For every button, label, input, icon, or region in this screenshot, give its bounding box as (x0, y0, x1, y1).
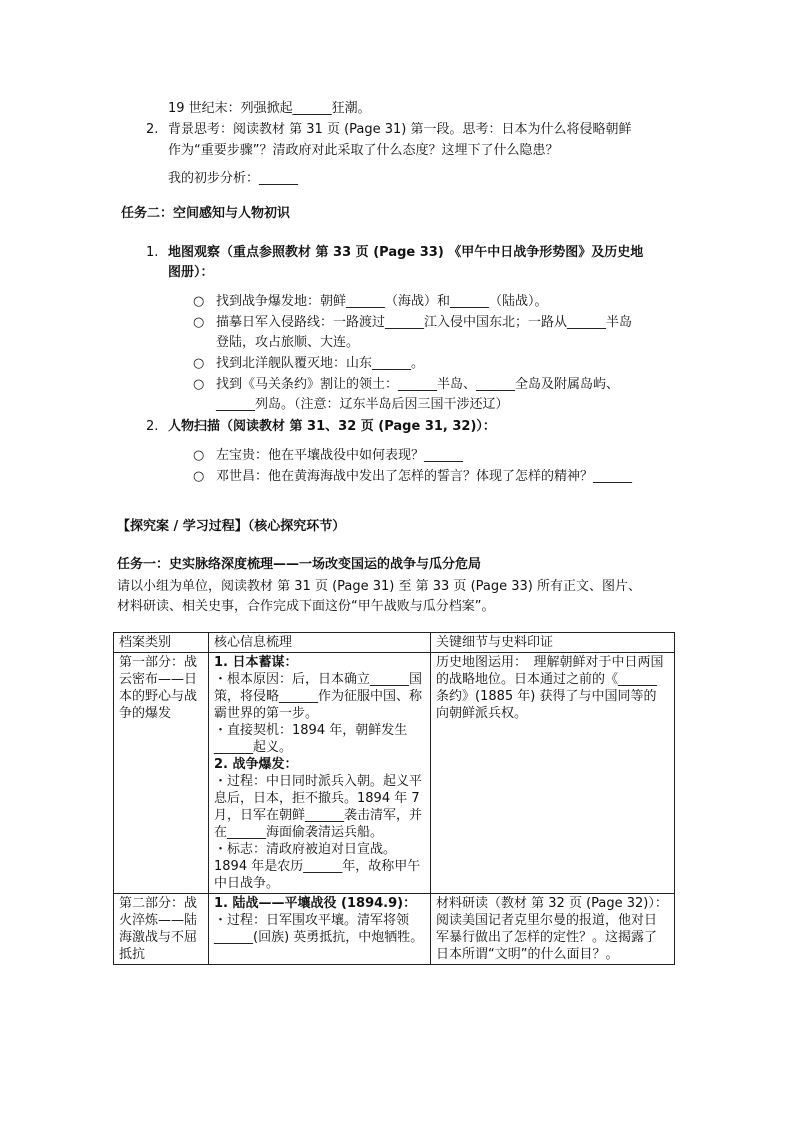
japan-plot: 1. 日本蓄谋： (214, 655, 298, 670)
person-zuo-baogui: 左宝贵：他在平壤战役中如何表现？______ (216, 448, 464, 463)
table-row (114, 653, 675, 894)
item-number: 1. (146, 245, 159, 260)
task1-title: 任务一：史实脉络深度梳理——一场改变国运的战争与瓜分危局 (117, 557, 482, 572)
row2-key: 材料研读（教材 第 32 页 (Page 32)）： 阅读美国记者克里尔曼的报道，他对日军暴行做出了怎样的定性？。这揭露了日本所谓“文明”的什么面目？。 (431, 894, 675, 965)
map-observation-cont: 图册）： (168, 265, 214, 280)
header-category: 档案类别 (114, 633, 209, 653)
map-task-3: 找到北洋舰队覆灭地：山东______。 (216, 356, 425, 371)
bullet-icon: ○ (193, 315, 205, 330)
bullet-icon: ○ (193, 356, 205, 371)
row1-key: 历史地图运用： 理解朝鲜对于中日两国的战略地位。日本通过之前的《______条约》(1885 年) 获得了与中国同等的向朝鲜派兵权。 (431, 653, 675, 894)
item-number: 2. (146, 419, 159, 434)
bullet-icon: ○ (193, 294, 205, 309)
bullet-icon: ○ (193, 448, 205, 463)
header-key-details: 关键细节与史料印证 (431, 633, 675, 653)
bullet-icon: ○ (193, 377, 205, 392)
table-header-row (114, 633, 675, 653)
map-task-4-cont: ______列岛。（注意：辽东半岛后因三国干涉还辽） (216, 397, 509, 412)
land-battle: 1. 陆战——平壤战役 (1894.9)： (214, 896, 417, 911)
item-number: 2. (146, 122, 159, 137)
task2-title: 任务二：空间感知与人物初识 (121, 206, 291, 221)
background-question-cont: 作为“重要步骤”？清政府对此采取了什么态度？这埋下了什么隐患？ (168, 143, 559, 158)
row1-category: 第一部分：战云密布——日本的野心与战争的爆发 (114, 653, 209, 894)
map-task-1: 找到战争爆发地：朝鲜______（海战）和______（陆战）。 (216, 294, 548, 309)
row1-core (209, 653, 431, 894)
row2-core (209, 894, 431, 965)
war-outbreak: 2. 战争爆发： (214, 757, 298, 772)
map-task-2-cont: 登陆，攻占旅顺、大连。 (216, 335, 360, 350)
person-scan: 人物扫描（阅读教材 第 31、32 页 (Page 31, 32)）： (168, 419, 496, 434)
land-battle-process: ・过程：日军围攻平壤。清军将领______(回族) 英勇抵抗，中炮牺牲。 (214, 913, 424, 945)
map-task-2: 描摹日军入侵路线：一路渡过______江入侵中国东北；一路从______半岛 (216, 315, 633, 330)
war-process: ・过程：中日同时派兵入朝。起义平息后，日本，拒不撤兵。1894 年 7 月，日军在朝鲜______袭击清军，并在______海面偷袭清运兵船。 (214, 774, 423, 840)
table-row (114, 894, 675, 965)
task1-intro-cont: 材料研读、相关史事，合作完成下面这份“甲午战败与瓜分档案”。 (117, 599, 495, 614)
header-core-info: 核心信息梳理 (209, 633, 431, 653)
initial-analysis: 我的初步分析：______ (168, 171, 299, 186)
explore-heading: 【探究案 / 学习过程】（核心探究环节） (117, 519, 346, 534)
person-deng-shichang: 邓世昌：他在黄海海战中发出了怎样的誓言？体现了怎样的精神？______ (216, 469, 633, 484)
direct-trigger: ・直接契机：1894 年，朝鲜发生______起义。 (214, 723, 408, 755)
war-mark: ・标志：清政府被迫对日宣战。1894 年是农历______年，故称甲午中日战争。 (214, 842, 421, 891)
bullet-icon: ○ (193, 469, 205, 484)
map-task-4: 找到《马关条约》割让的领土：______半岛、______全岛及附属岛屿、 (216, 377, 620, 392)
task1-intro: 请以小组为单位，阅读教材 第 31 页 (Page 31) 至 第 33 页 (Page 33) 所有正文、图片、 (117, 579, 641, 594)
archive-table (113, 632, 675, 965)
root-cause: ・根本原因：后，日本确立______国策，将侵略______作为征服中国、称霸世界的第一步。 (214, 672, 423, 721)
row2-category: 第二部分：战火淬炼——陆海激战与不屈抵抗 (114, 894, 209, 965)
map-observation: 地图观察（重点参照教材 第 33 页 (Page 33) 《甲午中日战争形势图》及历史地 (168, 245, 644, 260)
line-19c: 19 世纪末：列强掀起______狂潮。 (168, 101, 371, 116)
background-question: 背景思考：阅读教材 第 31 页 (Page 31) 第一段。思考：日本为什么将侵略朝鲜 (168, 122, 632, 137)
